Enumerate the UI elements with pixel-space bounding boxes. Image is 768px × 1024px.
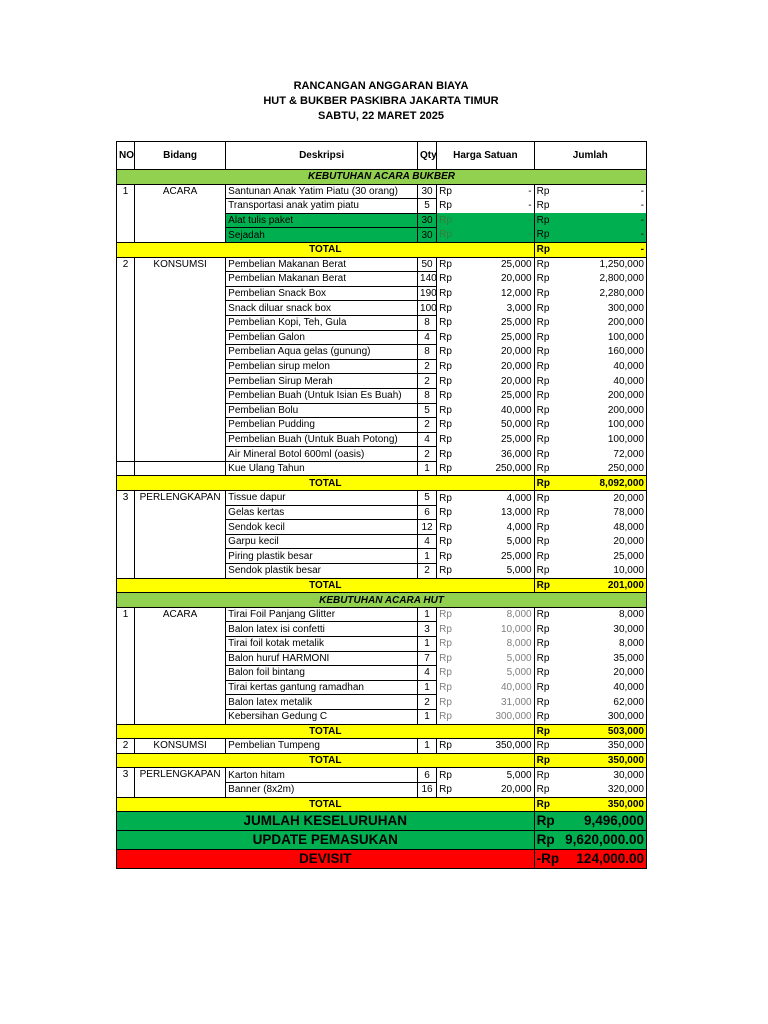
row-description: Gelas kertas: [226, 505, 418, 520]
row-unit-price: 8,000: [458, 637, 534, 652]
row-qty: 4: [418, 534, 437, 549]
row-amount-currency: Rp: [534, 257, 555, 272]
row-price-currency: Rp: [437, 622, 458, 637]
row-amount-currency: Rp: [534, 680, 555, 695]
row-qty: 4: [418, 432, 437, 447]
row-amount-currency: Rp: [534, 345, 555, 360]
row-price-currency: Rp: [437, 213, 458, 228]
row-description: Pembelian Aqua gelas (gunung): [226, 345, 418, 360]
row-description: Balon latex metalik: [226, 695, 418, 710]
row-description: Pembelian Bolu: [226, 403, 418, 418]
row-qty: 12: [418, 520, 437, 535]
summary-label: JUMLAH KESELURUHAN: [117, 812, 535, 831]
row-qty: 2: [418, 418, 437, 433]
row-bidang: ACARA: [135, 607, 226, 724]
row-price-currency: Rp: [437, 680, 458, 695]
row-unit-price: 25,000: [458, 549, 534, 564]
row-amount: 350,000: [555, 739, 646, 754]
row-description: Tirai Foil Panjang Glitter: [226, 607, 418, 622]
row-amount: 8,000: [555, 607, 646, 622]
total-row: [117, 724, 647, 739]
row-unit-price: 25,000: [458, 315, 534, 330]
row-description: Balon huruf HARMONI: [226, 651, 418, 666]
row-price-currency: Rp: [437, 315, 458, 330]
row-amount: -: [555, 213, 646, 228]
total-value: 503,000: [555, 724, 646, 739]
row-price-currency: Rp: [437, 432, 458, 447]
row-number: 1: [117, 184, 135, 242]
summary-currency: Rp: [534, 812, 555, 831]
table-row: [117, 184, 647, 199]
row-qty: 2: [418, 359, 437, 374]
total-currency: Rp: [534, 578, 555, 593]
row-unit-price: 25,000: [458, 330, 534, 345]
row-amount-currency: Rp: [534, 505, 555, 520]
row-description: Sendok plastik besar: [226, 564, 418, 579]
table-header-row: [117, 142, 647, 170]
section-label: KEBUTUHAN ACARA HUT: [117, 593, 647, 608]
row-number: 2: [117, 739, 135, 754]
row-unit-price: 20,000: [458, 374, 534, 389]
row-description: Pembelian Kopi, Teh, Gula: [226, 315, 418, 330]
row-amount: 78,000: [555, 505, 646, 520]
summary-label: DEVISIT: [117, 850, 535, 869]
row-amount: 100,000: [555, 330, 646, 345]
row-amount-currency: Rp: [534, 564, 555, 579]
row-unit-price: -: [458, 228, 534, 243]
row-description: Air Mineral Botol 600ml (oasis): [226, 447, 418, 462]
row-price-currency: Rp: [437, 330, 458, 345]
row-price-currency: Rp: [437, 403, 458, 418]
header-qty: Qty: [418, 142, 437, 170]
row-price-currency: Rp: [437, 184, 458, 199]
document-title-line-2: HUT & BUKBER PASKIBRA JAKARTA TIMUR: [263, 95, 499, 107]
section-header-row: [117, 593, 647, 608]
row-price-currency: Rp: [437, 272, 458, 287]
row-price-currency: Rp: [437, 286, 458, 301]
row-description: Balon latex isi confetti: [226, 622, 418, 637]
header-harga-satuan: Harga Satuan: [437, 142, 535, 170]
summary-currency: Rp: [534, 831, 555, 850]
row-amount: 200,000: [555, 388, 646, 403]
row-unit-price: 5,000: [458, 768, 534, 783]
row-description: Pembelian Sirup Merah: [226, 374, 418, 389]
row-unit-price: 13,000: [458, 505, 534, 520]
row-qty: 2: [418, 447, 437, 462]
row-price-currency: Rp: [437, 301, 458, 316]
row-amount: 40,000: [555, 359, 646, 374]
total-value: 201,000: [555, 578, 646, 593]
row-unit-price: -: [458, 213, 534, 228]
row-amount: 48,000: [555, 520, 646, 535]
row-amount-currency: Rp: [534, 666, 555, 681]
row-qty: 30: [418, 228, 437, 243]
row-unit-price: 250,000: [458, 461, 534, 476]
row-price-currency: Rp: [437, 345, 458, 360]
header-bidang: Bidang: [135, 142, 226, 170]
row-number-empty: [117, 461, 135, 476]
row-amount-currency: Rp: [534, 447, 555, 462]
row-price-currency: Rp: [437, 359, 458, 374]
summary-value: 9,496,000: [555, 812, 646, 831]
row-amount-currency: Rp: [534, 315, 555, 330]
table-row: [117, 491, 647, 506]
row-amount: 62,000: [555, 695, 646, 710]
row-amount: 200,000: [555, 403, 646, 418]
row-unit-price: 350,000: [458, 739, 534, 754]
row-amount-currency: Rp: [534, 534, 555, 549]
row-unit-price: 25,000: [458, 388, 534, 403]
total-row: [117, 242, 647, 257]
row-amount-currency: Rp: [534, 739, 555, 754]
row-amount-currency: Rp: [534, 272, 555, 287]
row-unit-price: 3,000: [458, 301, 534, 316]
row-qty: 6: [418, 505, 437, 520]
row-qty: 1: [418, 461, 437, 476]
row-price-currency: Rp: [437, 257, 458, 272]
summary-label: UPDATE PEMASUKAN: [117, 831, 535, 850]
total-value: 350,000: [555, 753, 646, 768]
row-bidang: PERLENGKAPAN: [135, 768, 226, 797]
row-amount: -: [555, 228, 646, 243]
row-amount-currency: Rp: [534, 213, 555, 228]
row-unit-price: 4,000: [458, 491, 534, 506]
row-qty: 5: [418, 403, 437, 418]
row-amount-currency: Rp: [534, 695, 555, 710]
row-number: 1: [117, 607, 135, 724]
row-unit-price: 5,000: [458, 564, 534, 579]
row-qty: 1: [418, 607, 437, 622]
row-bidang: PERLENGKAPAN: [135, 491, 226, 579]
row-amount: 20,000: [555, 491, 646, 506]
total-label: TOTAL: [117, 242, 535, 257]
row-price-currency: Rp: [437, 374, 458, 389]
row-qty: 1: [418, 549, 437, 564]
row-amount: 300,000: [555, 709, 646, 724]
row-unit-price: 50,000: [458, 418, 534, 433]
document-title-line-3: SABTU, 22 MARET 2025: [318, 110, 444, 122]
row-amount: 300,000: [555, 301, 646, 316]
row-amount-currency: Rp: [534, 432, 555, 447]
row-qty: 30: [418, 184, 437, 199]
row-unit-price: 25,000: [458, 257, 534, 272]
row-amount: 25,000: [555, 549, 646, 564]
section-label: KEBUTUHAN ACARA BUKBER: [117, 170, 647, 185]
row-amount-currency: Rp: [534, 330, 555, 345]
row-bidang: ACARA: [135, 184, 226, 242]
row-amount: 40,000: [555, 374, 646, 389]
total-label: TOTAL: [117, 724, 535, 739]
row-amount: 1,250,000: [555, 257, 646, 272]
row-qty: 30: [418, 213, 437, 228]
total-currency: Rp: [534, 724, 555, 739]
row-description: Tissue dapur: [226, 491, 418, 506]
row-description: Balon foil bintang: [226, 666, 418, 681]
row-qty: 50: [418, 257, 437, 272]
row-qty: 8: [418, 345, 437, 360]
row-amount-currency: Rp: [534, 184, 555, 199]
summary-currency: -Rp: [534, 850, 555, 869]
row-description: Pembelian Makanan Berat: [226, 257, 418, 272]
summary-row-sum: [117, 812, 647, 831]
row-amount-currency: Rp: [534, 651, 555, 666]
row-qty: 100: [418, 301, 437, 316]
row-description: Garpu kecil: [226, 534, 418, 549]
row-amount: 100,000: [555, 418, 646, 433]
row-description: Kebersihan Gedung C: [226, 709, 418, 724]
row-qty: 8: [418, 315, 437, 330]
row-amount: 30,000: [555, 768, 646, 783]
row-qty: 3: [418, 622, 437, 637]
total-label: TOTAL: [117, 753, 535, 768]
row-qty: 140: [418, 272, 437, 287]
row-amount-currency: Rp: [534, 549, 555, 564]
row-description: Pembelian Snack Box: [226, 286, 418, 301]
row-price-currency: Rp: [437, 505, 458, 520]
row-qty: 4: [418, 330, 437, 345]
header-deskripsi: Deskripsi: [226, 142, 418, 170]
row-price-currency: Rp: [437, 534, 458, 549]
row-description: Pembelian Tumpeng: [226, 739, 418, 754]
row-description: Tirai kertas gantung ramadhan: [226, 680, 418, 695]
row-unit-price: 40,000: [458, 680, 534, 695]
row-price-currency: Rp: [437, 418, 458, 433]
summary-row-upd: [117, 831, 647, 850]
row-description: Pembelian Pudding: [226, 418, 418, 433]
table-row: [117, 607, 647, 622]
total-row: [117, 753, 647, 768]
row-qty: 1: [418, 739, 437, 754]
row-bidang: KONSUMSI: [135, 257, 226, 461]
row-unit-price: 20,000: [458, 359, 534, 374]
row-qty: 6: [418, 768, 437, 783]
row-amount-currency: Rp: [534, 228, 555, 243]
row-price-currency: Rp: [437, 695, 458, 710]
row-unit-price: 20,000: [458, 345, 534, 360]
row-description: Pembelian Buah (Untuk Isian Es Buah): [226, 388, 418, 403]
total-row: [117, 476, 647, 491]
row-amount-currency: Rp: [534, 782, 555, 797]
row-description: Sejadah: [226, 228, 418, 243]
row-description: Pembelian Galon: [226, 330, 418, 345]
row-price-currency: Rp: [437, 564, 458, 579]
row-unit-price: 12,000: [458, 286, 534, 301]
total-value: -: [555, 242, 646, 257]
row-amount-currency: Rp: [534, 520, 555, 535]
row-unit-price: 5,000: [458, 534, 534, 549]
total-row: [117, 578, 647, 593]
row-amount: -: [555, 184, 646, 199]
row-unit-price: 25,000: [458, 432, 534, 447]
row-amount-currency: Rp: [534, 637, 555, 652]
row-amount: -: [555, 199, 646, 214]
row-price-currency: Rp: [437, 228, 458, 243]
row-qty: 1: [418, 637, 437, 652]
row-qty: 7: [418, 651, 437, 666]
table-row: [117, 739, 647, 754]
total-value: 8,092,000: [555, 476, 646, 491]
row-qty: 1: [418, 709, 437, 724]
row-amount: 10,000: [555, 564, 646, 579]
row-amount: 160,000: [555, 345, 646, 360]
row-description: Piring plastik besar: [226, 549, 418, 564]
row-unit-price: 20,000: [458, 782, 534, 797]
row-amount: 40,000: [555, 680, 646, 695]
total-label: TOTAL: [117, 797, 535, 812]
row-price-currency: Rp: [437, 709, 458, 724]
header-no: NO: [117, 142, 135, 170]
row-price-currency: Rp: [437, 666, 458, 681]
row-price-currency: Rp: [437, 199, 458, 214]
summary-value: 124,000.00: [555, 850, 646, 869]
row-qty: 8: [418, 388, 437, 403]
row-amount: 320,000: [555, 782, 646, 797]
row-unit-price: 4,000: [458, 520, 534, 535]
row-number: 3: [117, 768, 135, 797]
row-bidang: KONSUMSI: [135, 739, 226, 754]
total-currency: Rp: [534, 753, 555, 768]
row-amount: 200,000: [555, 315, 646, 330]
row-number: 2: [117, 257, 135, 461]
row-unit-price: 36,000: [458, 447, 534, 462]
budget-table: [116, 141, 647, 869]
row-amount-currency: Rp: [534, 359, 555, 374]
row-price-currency: Rp: [437, 782, 458, 797]
table-row: [117, 768, 647, 783]
row-amount: 250,000: [555, 461, 646, 476]
row-amount-currency: Rp: [534, 403, 555, 418]
row-amount: 20,000: [555, 666, 646, 681]
row-qty: 5: [418, 199, 437, 214]
row-unit-price: 40,000: [458, 403, 534, 418]
row-price-currency: Rp: [437, 388, 458, 403]
row-amount-currency: Rp: [534, 301, 555, 316]
row-qty: 2: [418, 564, 437, 579]
row-amount-currency: Rp: [534, 607, 555, 622]
row-price-currency: Rp: [437, 637, 458, 652]
row-bidang-empty: [135, 461, 226, 476]
row-description: Karton hitam: [226, 768, 418, 783]
row-amount: 100,000: [555, 432, 646, 447]
row-price-currency: Rp: [437, 491, 458, 506]
total-currency: Rp: [534, 476, 555, 491]
summary-value: 9,620,000.00: [555, 831, 646, 850]
row-description: Pembelian Buah (Untuk Buah Potong): [226, 432, 418, 447]
table-row: [117, 461, 647, 476]
row-description: Pembelian sirup melon: [226, 359, 418, 374]
row-description: Snack diluar snack box: [226, 301, 418, 316]
row-price-currency: Rp: [437, 461, 458, 476]
row-description: Kue Ulang Tahun: [226, 461, 418, 476]
row-qty: 1: [418, 680, 437, 695]
row-price-currency: Rp: [437, 739, 458, 754]
row-amount-currency: Rp: [534, 709, 555, 724]
row-description: Pembelian Makanan Berat: [226, 272, 418, 287]
total-row: [117, 797, 647, 812]
row-qty: 190: [418, 286, 437, 301]
row-qty: 2: [418, 695, 437, 710]
header-jumlah: Jumlah: [534, 142, 646, 170]
row-price-currency: Rp: [437, 447, 458, 462]
row-description: Sendok kecil: [226, 520, 418, 535]
row-description: Santunan Anak Yatim Piatu (30 orang): [226, 184, 418, 199]
row-amount-currency: Rp: [534, 388, 555, 403]
row-number: 3: [117, 491, 135, 579]
row-amount-currency: Rp: [534, 374, 555, 389]
row-amount-currency: Rp: [534, 768, 555, 783]
row-amount: 35,000: [555, 651, 646, 666]
row-price-currency: Rp: [437, 607, 458, 622]
row-description: Transportasi anak yatim piatu: [226, 199, 418, 214]
row-unit-price: 5,000: [458, 666, 534, 681]
row-amount-currency: Rp: [534, 199, 555, 214]
row-amount: 8,000: [555, 637, 646, 652]
row-amount: 30,000: [555, 622, 646, 637]
table-body: [117, 170, 647, 869]
row-amount: 2,800,000: [555, 272, 646, 287]
row-amount-currency: Rp: [534, 461, 555, 476]
row-unit-price: 8,000: [458, 607, 534, 622]
section-header-row: [117, 170, 647, 185]
row-unit-price: 20,000: [458, 272, 534, 287]
row-unit-price: 300,000: [458, 709, 534, 724]
row-amount: 20,000: [555, 534, 646, 549]
total-value: 350,000: [555, 797, 646, 812]
table-row: [117, 257, 647, 272]
row-price-currency: Rp: [437, 549, 458, 564]
row-amount: 72,000: [555, 447, 646, 462]
row-price-currency: Rp: [437, 768, 458, 783]
row-qty: 16: [418, 782, 437, 797]
total-currency: Rp: [534, 242, 555, 257]
total-currency: Rp: [534, 797, 555, 812]
row-description: Alat tulis paket: [226, 213, 418, 228]
row-unit-price: 10,000: [458, 622, 534, 637]
row-qty: 2: [418, 374, 437, 389]
row-amount: 2,280,000: [555, 286, 646, 301]
row-qty: 4: [418, 666, 437, 681]
row-amount-currency: Rp: [534, 491, 555, 506]
row-amount-currency: Rp: [534, 286, 555, 301]
row-unit-price: 5,000: [458, 651, 534, 666]
row-amount-currency: Rp: [534, 622, 555, 637]
row-description: Tirai foil kotak metalik: [226, 637, 418, 652]
row-amount-currency: Rp: [534, 418, 555, 433]
row-unit-price: -: [458, 199, 534, 214]
row-qty: 5: [418, 491, 437, 506]
document-title-line-1: RANCANGAN ANGGARAN BIAYA: [293, 80, 469, 92]
row-unit-price: 31,000: [458, 695, 534, 710]
total-label: TOTAL: [117, 476, 535, 491]
row-price-currency: Rp: [437, 651, 458, 666]
row-price-currency: Rp: [437, 520, 458, 535]
row-unit-price: -: [458, 184, 534, 199]
total-label: TOTAL: [117, 578, 535, 593]
row-description: Banner (8x2m): [226, 782, 418, 797]
summary-row-def: [117, 850, 647, 869]
